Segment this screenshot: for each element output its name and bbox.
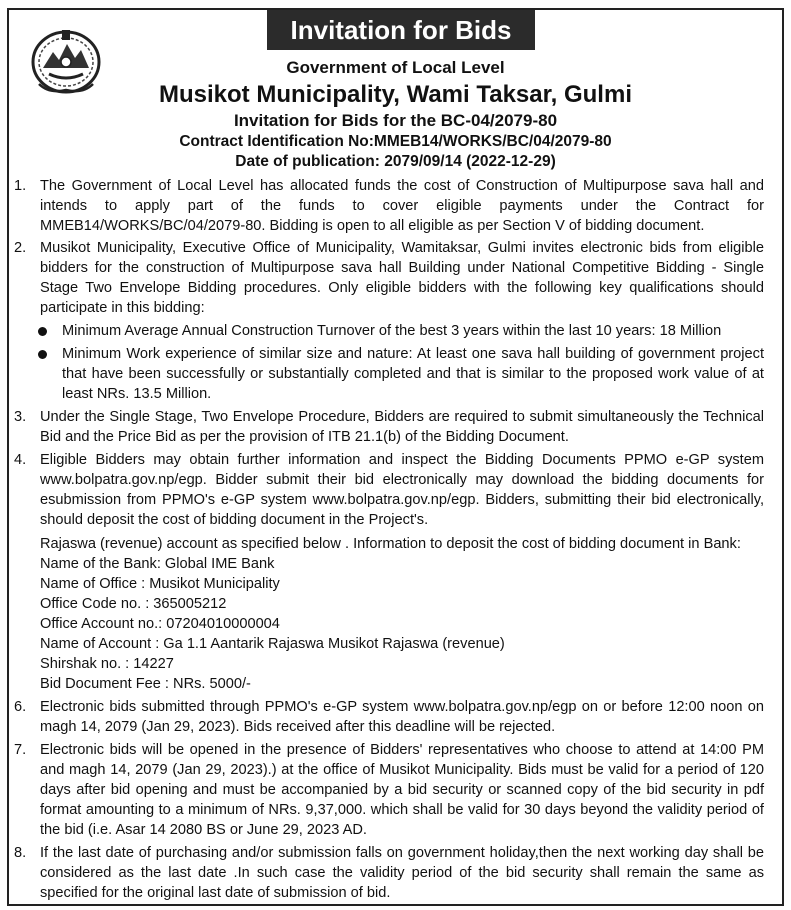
item-number: 6. xyxy=(14,699,27,715)
bullet-icon xyxy=(38,350,47,359)
office-code: Office Code no. : 365005212 xyxy=(40,596,227,612)
item-number: 7. xyxy=(14,742,27,758)
list-item xyxy=(14,238,764,318)
item-number: 2. xyxy=(14,240,27,256)
publication-date: Date of publication: 2079/09/14 (2022-12-29) xyxy=(235,153,556,170)
government-heading: Government of Local Level xyxy=(286,58,505,77)
item-number: 1. xyxy=(14,178,27,194)
qualification-text: Minimum Average Annual Construction Turnover of the best 3 years within the last 10 years: 18 Million xyxy=(62,323,722,339)
list-item xyxy=(14,697,764,737)
list-item xyxy=(14,407,764,447)
item-text: Electronic bids submitted through PPMO's e-GP system www.bolpatra.gov.np/egp on or before 12:00 noon on magh 14, 2079 (Jan 29, 2023). Bids received after this deadline will be rejected. xyxy=(40,699,764,735)
item-text: Musikot Municipality, Executive Office of Municipality, Wamitaksar, Gulmi invites electronic bids from eligible bidders for the construction of Multipurpose sava hall Building under National Competitive Bidding - Single Stage Two Envelope Bidding procedures. Only eligible bidders with the following key qualifications should participate in this bidding: xyxy=(40,240,764,316)
account-name: Name of Account : Ga 1.1 Aantarik Rajaswa Musikot Rajaswa (revenue) xyxy=(40,636,505,652)
list-item xyxy=(14,176,764,236)
list-item xyxy=(14,450,764,530)
office-account: Office Account no.: 07204010000004 xyxy=(40,616,280,632)
banner-title: Invitation for Bids xyxy=(267,10,535,50)
item-number: 4. xyxy=(14,452,27,468)
qualification-text: Minimum Work experience of similar size and nature: At least one sava hall building of government project that have been successfully or substantially completed and that is similar to the proposed work value of at least NRs. 13.5 Million. xyxy=(62,346,764,402)
item-text: If the last date of purchasing and/or submission falls on government holiday,then the next working day shall be considered as the last date .In such case the validity period of the bid security shall remain the same as specified for the original last date of submission of bid. xyxy=(40,845,764,901)
bid-document-fee: Bid Document Fee : NRs. 5000/- xyxy=(40,676,251,692)
item-text: The Government of Local Level has allocated funds the cost of Construction of Multipurpose sava hall and intends to apply part of the funds to cover eligible payments under the Contract for MMEB14/WORKS/BC/04/2079-80. Bidding is open to all eligible as per Section V of bidding document. xyxy=(40,178,764,234)
invitation-heading: Invitation for Bids for the BC-04/2079-80 xyxy=(233,111,558,130)
bank-name: Name of the Bank: Global IME Bank xyxy=(40,556,275,572)
list-item xyxy=(14,843,764,903)
bullet-icon xyxy=(38,327,47,336)
qualification-item xyxy=(38,344,764,404)
bank-intro: Rajaswa (revenue) account as specified below . Information to deposit the cost of bidding document in Bank: xyxy=(40,536,741,552)
contract-id-heading: Contract Identification No:MMEB14/WORKS/BC/04/2079-80 xyxy=(179,133,612,150)
list-item xyxy=(14,740,764,840)
item-text: Under the Single Stage, Two Envelope Procedure, Bidders are required to submit simultaneously the Technical Bid and the Price Bid as per the provision of ITB 21.1(b) of the Bidding Document. xyxy=(40,409,764,445)
office-name: Name of Office : Musikot Municipality xyxy=(40,576,280,592)
item-text: Eligible Bidders may obtain further information and inspect the Bidding Documents PPMO e-GP system www.bolpatra.gov.np/egp. Bidder submit their bid electronically may download the bidding documents for esubmission from PPMO's e-GP system www.bolpatra.gov.np/egp. Bidders, submitting their bid electronically, should deposit the cost of bidding document in the Project's. xyxy=(40,452,764,528)
item-number: 8. xyxy=(14,845,27,861)
item-text: Electronic bids will be opened in the presence of Bidders' representatives who choose to attend at 14:00 PM and magh 14, 2079 (Jan 29, 2023).) at the office of Musikot Municipality. Bids must be valid for a period of 120 days after bid opening and must be accompanied by a bid security or scanned copy of the bid security in pdf format amounting to a minimum of NRs. 9,37,000. which shall be valid for 30 days beyond the validity period of the bid (i.e. Asar 14 2080 BS or June 29, 2023 AD. xyxy=(40,742,764,838)
municipality-heading: Musikot Municipality, Wami Taksar, Gulmi xyxy=(159,81,632,108)
item-number: 3. xyxy=(14,409,27,425)
shirshak-no: Shirshak no. : 14227 xyxy=(40,656,174,672)
